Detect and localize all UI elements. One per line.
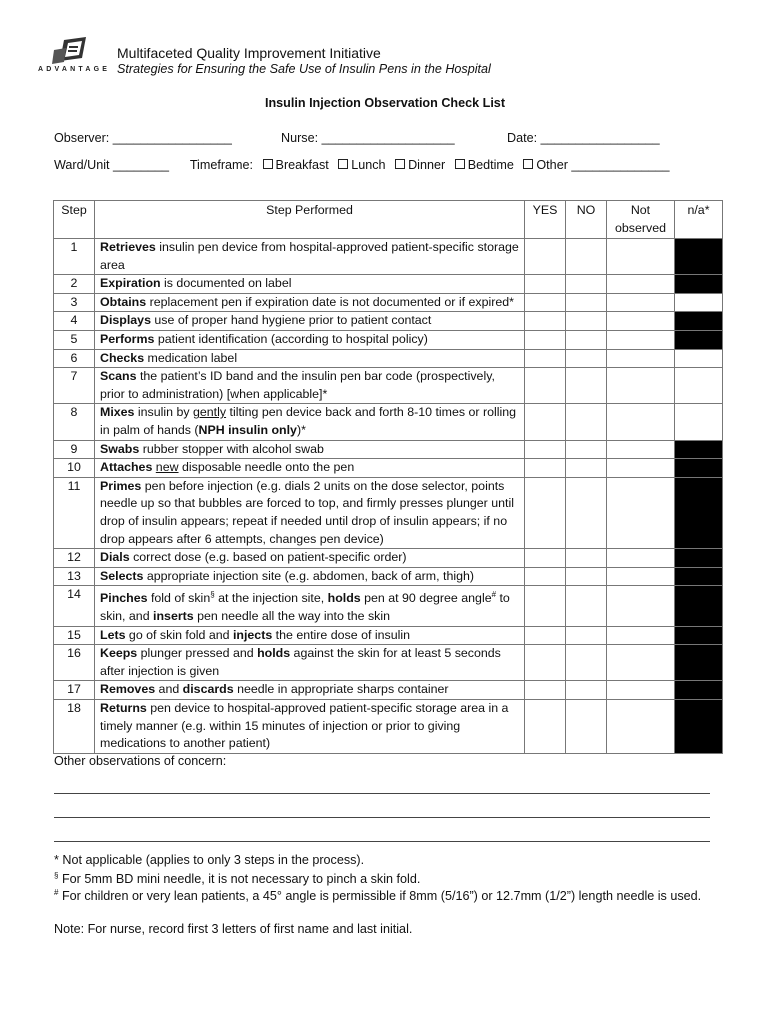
yes-cell[interactable] [525, 549, 566, 568]
footnote-hash: # For children or very lean patients, a 45° angle is permissible if 8mm (5/16”) or 12.7mm (1/2”) length needle is used. [54, 888, 702, 904]
table-header-row [54, 201, 723, 239]
no-cell[interactable] [566, 293, 607, 312]
na-cell[interactable] [675, 404, 723, 440]
not-observed-cell[interactable] [607, 349, 675, 368]
table-row [54, 626, 723, 645]
step-text: Removes and discards needle in appropriate sharps container [95, 681, 525, 700]
bedtime-checkbox[interactable] [455, 159, 465, 169]
not-observed-cell[interactable] [607, 440, 675, 459]
na-cell[interactable] [675, 368, 723, 404]
step-text: Obtains replacement pen if expiration date is not documented or if expired* [95, 293, 525, 312]
table-row [54, 549, 723, 568]
na-cell-disabled [675, 549, 723, 568]
program-subtitle: Strategies for Ensuring the Safe Use of Insulin Pens in the Hospital [117, 62, 491, 76]
step-number: 4 [54, 312, 95, 331]
step-text: Pinches fold of skin§ at the injection site, holds pen at 90 degree angle# to skin, and inserts pen needle all the way into the skin [95, 586, 525, 626]
document-title: Insulin Injection Observation Check List [264, 96, 506, 110]
lunch-checkbox[interactable] [338, 159, 348, 169]
na-cell-disabled [675, 626, 723, 645]
no-cell[interactable] [566, 681, 607, 700]
yes-cell[interactable] [525, 404, 566, 440]
yes-cell[interactable] [525, 645, 566, 681]
step-text: Dials correct dose (e.g. based on patient-specific order) [95, 549, 525, 568]
yes-cell[interactable] [525, 440, 566, 459]
observer-field[interactable]: Observer: _________________ [54, 131, 232, 145]
advantage-logo [36, 36, 116, 76]
step-text: Primes pen before injection (e.g. dials 2 units on the dose selector, points needle up so that bubbles are forced to top, and firmly presses plunger until drop of insulin appears; repeat if needed until drop of insulin appears; if no drop appears after 6 attempts, changes pen device) [95, 477, 525, 548]
not-observed-cell[interactable] [607, 567, 675, 586]
dinner-label: Dinner [408, 158, 446, 172]
step-number: 17 [54, 681, 95, 700]
no-cell[interactable] [566, 626, 607, 645]
header-step-performed: Step Performed [95, 201, 525, 239]
step-number: 15 [54, 626, 95, 645]
breakfast-label: Breakfast [275, 158, 329, 172]
step-number: 3 [54, 293, 95, 312]
not-observed-cell[interactable] [607, 681, 675, 700]
step-number: 8 [54, 404, 95, 440]
ward-timeframe-row [54, 158, 669, 172]
not-observed-cell[interactable] [607, 549, 675, 568]
no-cell[interactable] [566, 477, 607, 548]
table-row [54, 645, 723, 681]
footnote-section: § For 5mm BD mini needle, it is not necessary to pinch a skin fold. [54, 871, 421, 887]
table-row [54, 293, 723, 312]
table-row [54, 330, 723, 349]
not-observed-cell[interactable] [607, 586, 675, 626]
table-row [54, 349, 723, 368]
no-cell[interactable] [566, 368, 607, 404]
table-row [54, 275, 723, 294]
yes-cell[interactable] [525, 681, 566, 700]
not-observed-cell[interactable] [607, 312, 675, 331]
not-observed-cell[interactable] [607, 699, 675, 753]
svg-text:ADVANTAGE: ADVANTAGE [38, 66, 111, 73]
no-cell[interactable] [566, 549, 607, 568]
step-number: 9 [54, 440, 95, 459]
no-cell[interactable] [566, 440, 607, 459]
other-label[interactable]: Other ______________ [536, 158, 670, 172]
step-number: 13 [54, 567, 95, 586]
yes-cell[interactable] [525, 275, 566, 294]
yes-cell[interactable] [525, 330, 566, 349]
step-text: Mixes insulin by gently tilting pen device back and forth 8-10 times or rolling in palm of hands (NPH insulin only)* [95, 404, 525, 440]
other-checkbox[interactable] [523, 159, 533, 169]
step-text: Attaches new disposable needle onto the pen [95, 459, 525, 478]
step-text: Expiration is documented on label [95, 275, 525, 294]
no-cell[interactable] [566, 699, 607, 753]
no-cell[interactable] [566, 586, 607, 626]
not-observed-cell[interactable] [607, 330, 675, 349]
step-number: 7 [54, 368, 95, 404]
timeframe-label: Timeframe: [189, 158, 254, 172]
no-cell[interactable] [566, 349, 607, 368]
nurse-note: Note: For nurse, record first 3 letters of first name and last initial. [54, 922, 413, 936]
step-number: 12 [54, 549, 95, 568]
not-observed-cell[interactable] [607, 368, 675, 404]
table-row [54, 699, 723, 753]
step-text: Scans the patient’s ID band and the insulin pen bar code (prospectively, prior to administration) [when applicable]* [95, 368, 525, 404]
na-cell-disabled [675, 312, 723, 331]
not-observed-cell[interactable] [607, 626, 675, 645]
breakfast-checkbox[interactable] [263, 159, 273, 169]
yes-cell[interactable] [525, 312, 566, 331]
header-step: Step [54, 201, 95, 239]
bedtime-label: Bedtime [467, 158, 514, 172]
other-observations-label: Other observations of concern: [54, 754, 227, 768]
na-cell-disabled [675, 239, 723, 275]
step-text: Lets go of skin fold and injects the entire dose of insulin [95, 626, 525, 645]
yes-cell[interactable] [525, 459, 566, 478]
nurse-field[interactable]: Nurse: ___________________ [281, 131, 455, 145]
not-observed-cell[interactable] [607, 477, 675, 548]
observation-line[interactable] [54, 793, 710, 794]
na-cell-disabled [675, 699, 723, 753]
not-observed-cell[interactable] [607, 459, 675, 478]
na-cell[interactable] [675, 293, 723, 312]
no-cell[interactable] [566, 239, 607, 275]
no-cell[interactable] [566, 312, 607, 331]
table-row [54, 440, 723, 459]
na-cell-disabled [675, 681, 723, 700]
observer-row [54, 131, 232, 145]
step-number: 18 [54, 699, 95, 753]
not-observed-cell[interactable] [607, 404, 675, 440]
na-cell-disabled [675, 477, 723, 548]
header-not-observed: Not observed [607, 201, 675, 239]
step-number: 5 [54, 330, 95, 349]
no-cell[interactable] [566, 275, 607, 294]
step-number: 16 [54, 645, 95, 681]
yes-cell[interactable] [525, 586, 566, 626]
na-cell-disabled [675, 440, 723, 459]
na-cell-disabled [675, 567, 723, 586]
step-text: Checks medication label [95, 349, 525, 368]
no-cell[interactable] [566, 330, 607, 349]
not-observed-cell[interactable] [607, 645, 675, 681]
header-no: NO [566, 201, 607, 239]
yes-cell[interactable] [525, 239, 566, 275]
na-cell[interactable] [675, 349, 723, 368]
step-text: Keeps plunger pressed and holds against the skin for at least 5 seconds after injection is given [95, 645, 525, 681]
no-cell[interactable] [566, 567, 607, 586]
yes-cell[interactable] [525, 293, 566, 312]
ward-field[interactable]: Ward/Unit ________ [54, 158, 170, 172]
na-cell-disabled [675, 330, 723, 349]
na-cell-disabled [675, 645, 723, 681]
date-field[interactable]: Date: _________________ [507, 131, 660, 145]
no-cell[interactable] [566, 404, 607, 440]
table-row [54, 239, 723, 275]
step-text: Displays use of proper hand hygiene prior to patient contact [95, 312, 525, 331]
table-row [54, 681, 723, 700]
date-row [507, 131, 660, 145]
footnote-star: * Not applicable (applies to only 3 steps in the process). [54, 853, 365, 867]
yes-cell[interactable] [525, 349, 566, 368]
lunch-label: Lunch [351, 158, 386, 172]
table-row [54, 586, 723, 626]
step-number: 10 [54, 459, 95, 478]
not-observed-cell[interactable] [607, 239, 675, 275]
table-row [54, 567, 723, 586]
not-observed-cell[interactable] [607, 293, 675, 312]
no-cell[interactable] [566, 459, 607, 478]
step-number: 11 [54, 477, 95, 548]
program-title: Multifaceted Quality Improvement Initiative [117, 45, 381, 61]
step-number: 2 [54, 275, 95, 294]
step-number: 14 [54, 586, 95, 626]
table-row [54, 312, 723, 331]
nurse-row [281, 131, 455, 145]
observation-line[interactable] [54, 817, 710, 818]
table-row [54, 404, 723, 440]
na-cell-disabled [675, 459, 723, 478]
na-cell-disabled [675, 586, 723, 626]
step-number: 1 [54, 239, 95, 275]
checklist-table [53, 200, 723, 754]
observation-line[interactable] [54, 841, 710, 842]
header-na: n/a* [675, 201, 723, 239]
step-text: Retrieves insulin pen device from hospital-approved patient-specific storage area [95, 239, 525, 275]
table-row [54, 459, 723, 478]
not-observed-cell[interactable] [607, 275, 675, 294]
table-row [54, 368, 723, 404]
step-text: Selects appropriate injection site (e.g. abdomen, back of arm, thigh) [95, 567, 525, 586]
table-row [54, 477, 723, 548]
step-text: Performs patient identification (according to hospital policy) [95, 330, 525, 349]
step-text: Swabs rubber stopper with alcohol swab [95, 440, 525, 459]
header-yes: YES [525, 201, 566, 239]
step-number: 6 [54, 349, 95, 368]
yes-cell[interactable] [525, 567, 566, 586]
yes-cell[interactable] [525, 626, 566, 645]
yes-cell[interactable] [525, 477, 566, 548]
step-text: Returns pen device to hospital-approved patient-specific storage area in a timely manner (e.g. within 15 minutes of injection or prior to giving medications to another patient) [95, 699, 525, 753]
no-cell[interactable] [566, 645, 607, 681]
dinner-checkbox[interactable] [395, 159, 405, 169]
yes-cell[interactable] [525, 368, 566, 404]
na-cell-disabled [675, 275, 723, 294]
yes-cell[interactable] [525, 699, 566, 753]
